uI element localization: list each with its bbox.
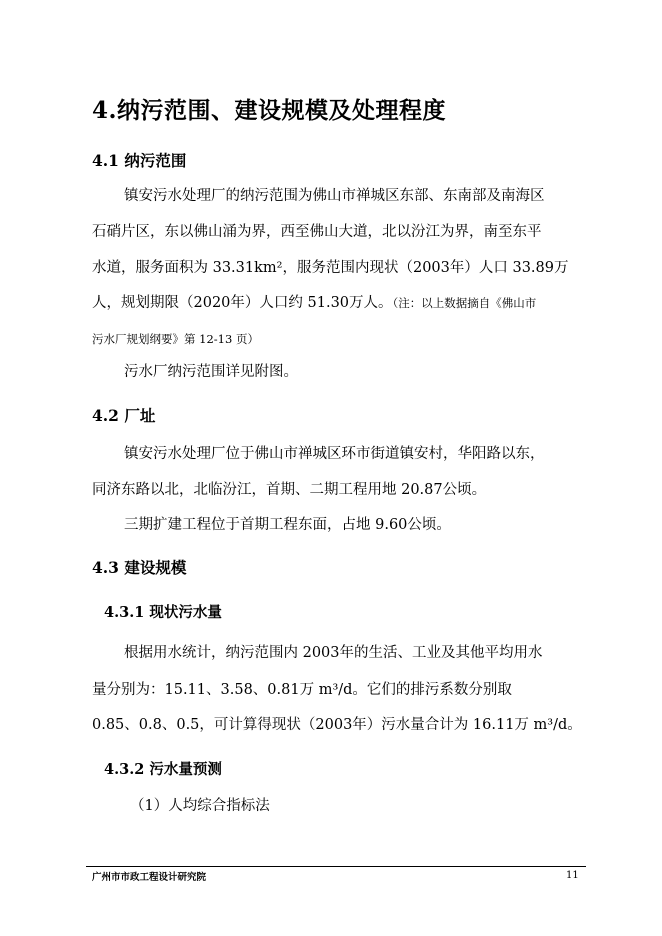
footer-organization: 广州市市政工程设计研究院 (92, 872, 207, 883)
paragraph-text: 人，规划期限（2020年）人口约 51.30万人。 (92, 295, 393, 311)
source-note: （注：以上数据摘自《佛山市 (392, 296, 537, 310)
paragraph-line: 同济东路以北，北临汾江，首期、二期工程用地 20.87公顷。 (92, 482, 487, 498)
list-item: （1）人均综合指标法 (130, 798, 270, 814)
section-4-3-title: 4.3 建设规模 (92, 558, 187, 577)
paragraph-line: 0.85、0.8、0.5，可计算得现状（2003年）污水量合计为 16.11万 m³/d。 (92, 717, 582, 733)
chapter-heading: 4.纳污范围、建设规模及处理程度 (92, 97, 447, 124)
section-4-1-title: 4.1 纳污范围 (92, 151, 187, 170)
paragraph-line: 水道，服务面积为 33.31km²，服务范围内现状（2003年）人口 33.89万 (92, 260, 569, 276)
section-4-2-title: 4.2 厂址 (92, 406, 156, 425)
paragraph-line: 三期扩建工程位于首期工程东面，占地 9.60公顷。 (124, 517, 451, 533)
footer-divider (86, 866, 586, 867)
section-4-3-2-title: 4.3.2 污水量预测 (104, 761, 222, 778)
paragraph-line: 污水厂纳污范围详见附图。 (124, 364, 298, 380)
paragraph-line: 石硝片区，东以佛山涌为界，西至佛山大道，北以汾江为界，南至东平 (92, 224, 542, 240)
page-number: 11 (566, 870, 579, 881)
source-note-line: 污水厂规划纲要》第 12-13 页） (92, 332, 259, 346)
paragraph-line (92, 293, 536, 313)
paragraph-line: 镇安污水处理厂位于佛山市禅城区环市街道镇安村，华阳路以东， (124, 446, 545, 462)
paragraph-line: 量分别为：15.11、3.58、0.81万 m³/d。它们的排污系数分别取 (92, 682, 512, 698)
paragraph-line: 镇安污水处理厂的纳污范围为佛山市禅城区东部、东南部及南海区 (124, 188, 545, 204)
paragraph-line: 根据用水统计，纳污范围内 2003年的生活、工业及其他平均用水 (124, 645, 543, 661)
section-4-3-1-title: 4.3.1 现状污水量 (104, 604, 222, 621)
